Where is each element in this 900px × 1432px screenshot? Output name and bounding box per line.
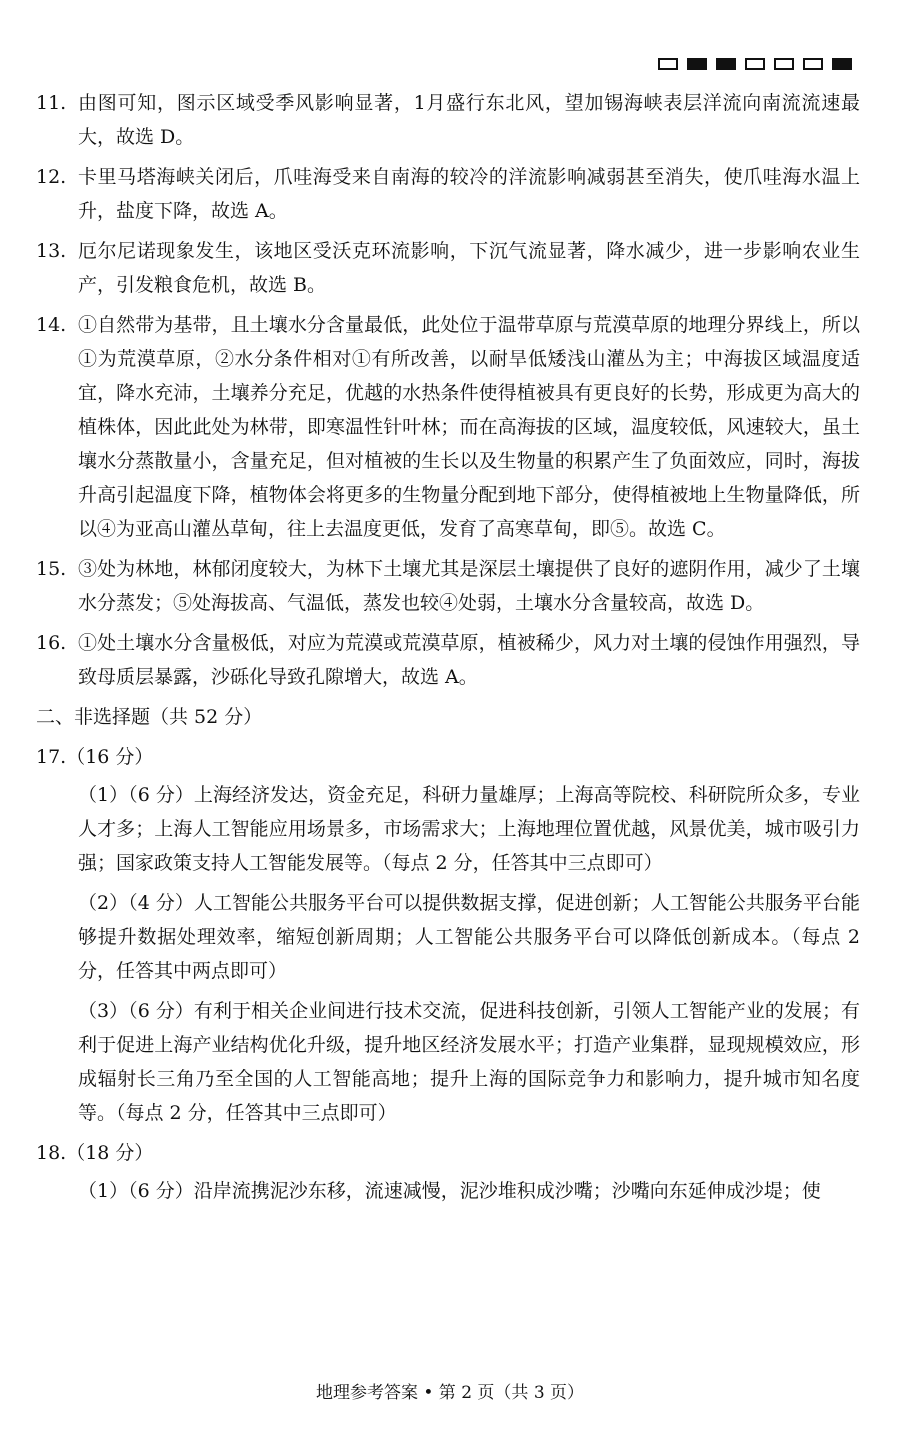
item-number: 14. xyxy=(36,314,67,336)
mark-box-filled xyxy=(716,58,736,70)
item-number: 13. xyxy=(36,240,67,262)
question-18-head: 18.（18 分） xyxy=(36,1142,154,1164)
item-number: 16. xyxy=(36,632,67,654)
question-17-part-3: （3）（6 分）有利于相关企业间进行技术交流，促进科技创新，引领人工智能产业的发展；有利于促进上海产业结构优化升级，提升地区经济发展水平；打造产业集群，显现规模效应，形成辐射长三角乃至全国的人工智能高地；提升上海的国际竞争力和影响力，提升城市知名度等。（每点 2 分，任答其中三点即可） xyxy=(78,1000,860,1124)
mark-box-filled xyxy=(832,58,852,70)
item-number: 15. xyxy=(36,558,67,580)
header-marks xyxy=(658,58,852,70)
answer-item-13 xyxy=(36,234,860,302)
question-17-part-2: （2）（4 分）人工智能公共服务平台可以提供数据支撑，促进创新；人工智能公共服务平台能够提升数据处理效率，缩短创新周期；人工智能公共服务平台可以降低创新成本。（每点 2 分，任答其中两点即可） xyxy=(78,892,860,982)
item-number: 11. xyxy=(36,92,67,114)
item-text: 卡里马塔海峡关闭后，爪哇海受来自南海的较冷的洋流影响减弱甚至消失，使爪哇海水温上升，盐度下降，故选 A。 xyxy=(78,166,860,222)
item-number: 12. xyxy=(36,166,67,188)
mark-box xyxy=(658,58,678,70)
answer-content xyxy=(36,86,860,1214)
item-text: ③处为林地，林郁闭度较大，为林下土壤尤其是深层土壤提供了良好的遮阴作用，减少了土壤水分蒸发；⑤处海拔高、气温低，蒸发也较④处弱，土壤水分含量较高，故选 D。 xyxy=(78,558,860,614)
mark-box xyxy=(803,58,823,70)
answer-item-16 xyxy=(36,626,860,694)
answer-item-14 xyxy=(36,308,860,546)
question-17-head: 17.（16 分） xyxy=(36,746,154,768)
item-text: ①处土壤水分含量极低，对应为荒漠或荒漠草原，植被稀少，风力对土壤的侵蚀作用强烈，导致母质层暴露，沙砾化导致孔隙增大，故选 A。 xyxy=(78,632,860,688)
answer-item-12 xyxy=(36,160,860,228)
answer-item-11 xyxy=(36,86,860,154)
item-text: 由图可知，图示区域受季风影响显著，1月盛行东北风，望加锡海峡表层洋流向南流流速最大，故选 D。 xyxy=(78,92,860,148)
mark-box-filled xyxy=(687,58,707,70)
answer-item-15 xyxy=(36,552,860,620)
question-17-part-1: （1）（6 分）上海经济发达，资金充足，科研力量雄厚；上海高等院校、科研院所众多，专业人才多；上海人工智能应用场景多，市场需求大；上海地理位置优越，风景优美，城市吸引力强；国家政策支持人工智能发展等。（每点 2 分，任答其中三点即可） xyxy=(78,784,860,874)
section-title: 二、非选择题（共 52 分） xyxy=(36,706,263,728)
question-18-part-1: （1）（6 分）沿岸流携泥沙东移，流速减慢，泥沙堆积成沙嘴；沙嘴向东延伸成沙堤；使 xyxy=(78,1180,821,1202)
page-footer: 地理参考答案 • 第 2 页（共 3 页） xyxy=(315,1383,585,1403)
item-text: ①自然带为基带，且土壤水分含量最低，此处位于温带草原与荒漠草原的地理分界线上，所以①为荒漠草原，②水分条件相对①有所改善，以耐旱低矮浅山灌丛为主；中海拔区域温度适宜，降水充沛，土壤养分充足，优越的水热条件使得植被具有更良好的长势，形成更为高大的植株体，因此此处为林带，即寒温性针叶林；而在高海拔的区域，温度较低，风速较大，虽土壤水分蒸散量小，含量充足，但对植被的生长以及生物量的积累产生了负面效应，同时，海拔升高引起温度下降，植物体会将更多的生物量分配到地下部分，使得植被地上生物量降低，所以④为亚高山灌丛草甸，往上去温度更低，发育了高寒草甸，即⑤。故选 C。 xyxy=(78,314,860,540)
mark-box xyxy=(774,58,794,70)
item-text: 厄尔尼诺现象发生，该地区受沃克环流影响，下沉气流显著，降水减少，进一步影响农业生产，引发粮食危机，故选 B。 xyxy=(78,240,860,296)
mark-box xyxy=(745,58,765,70)
